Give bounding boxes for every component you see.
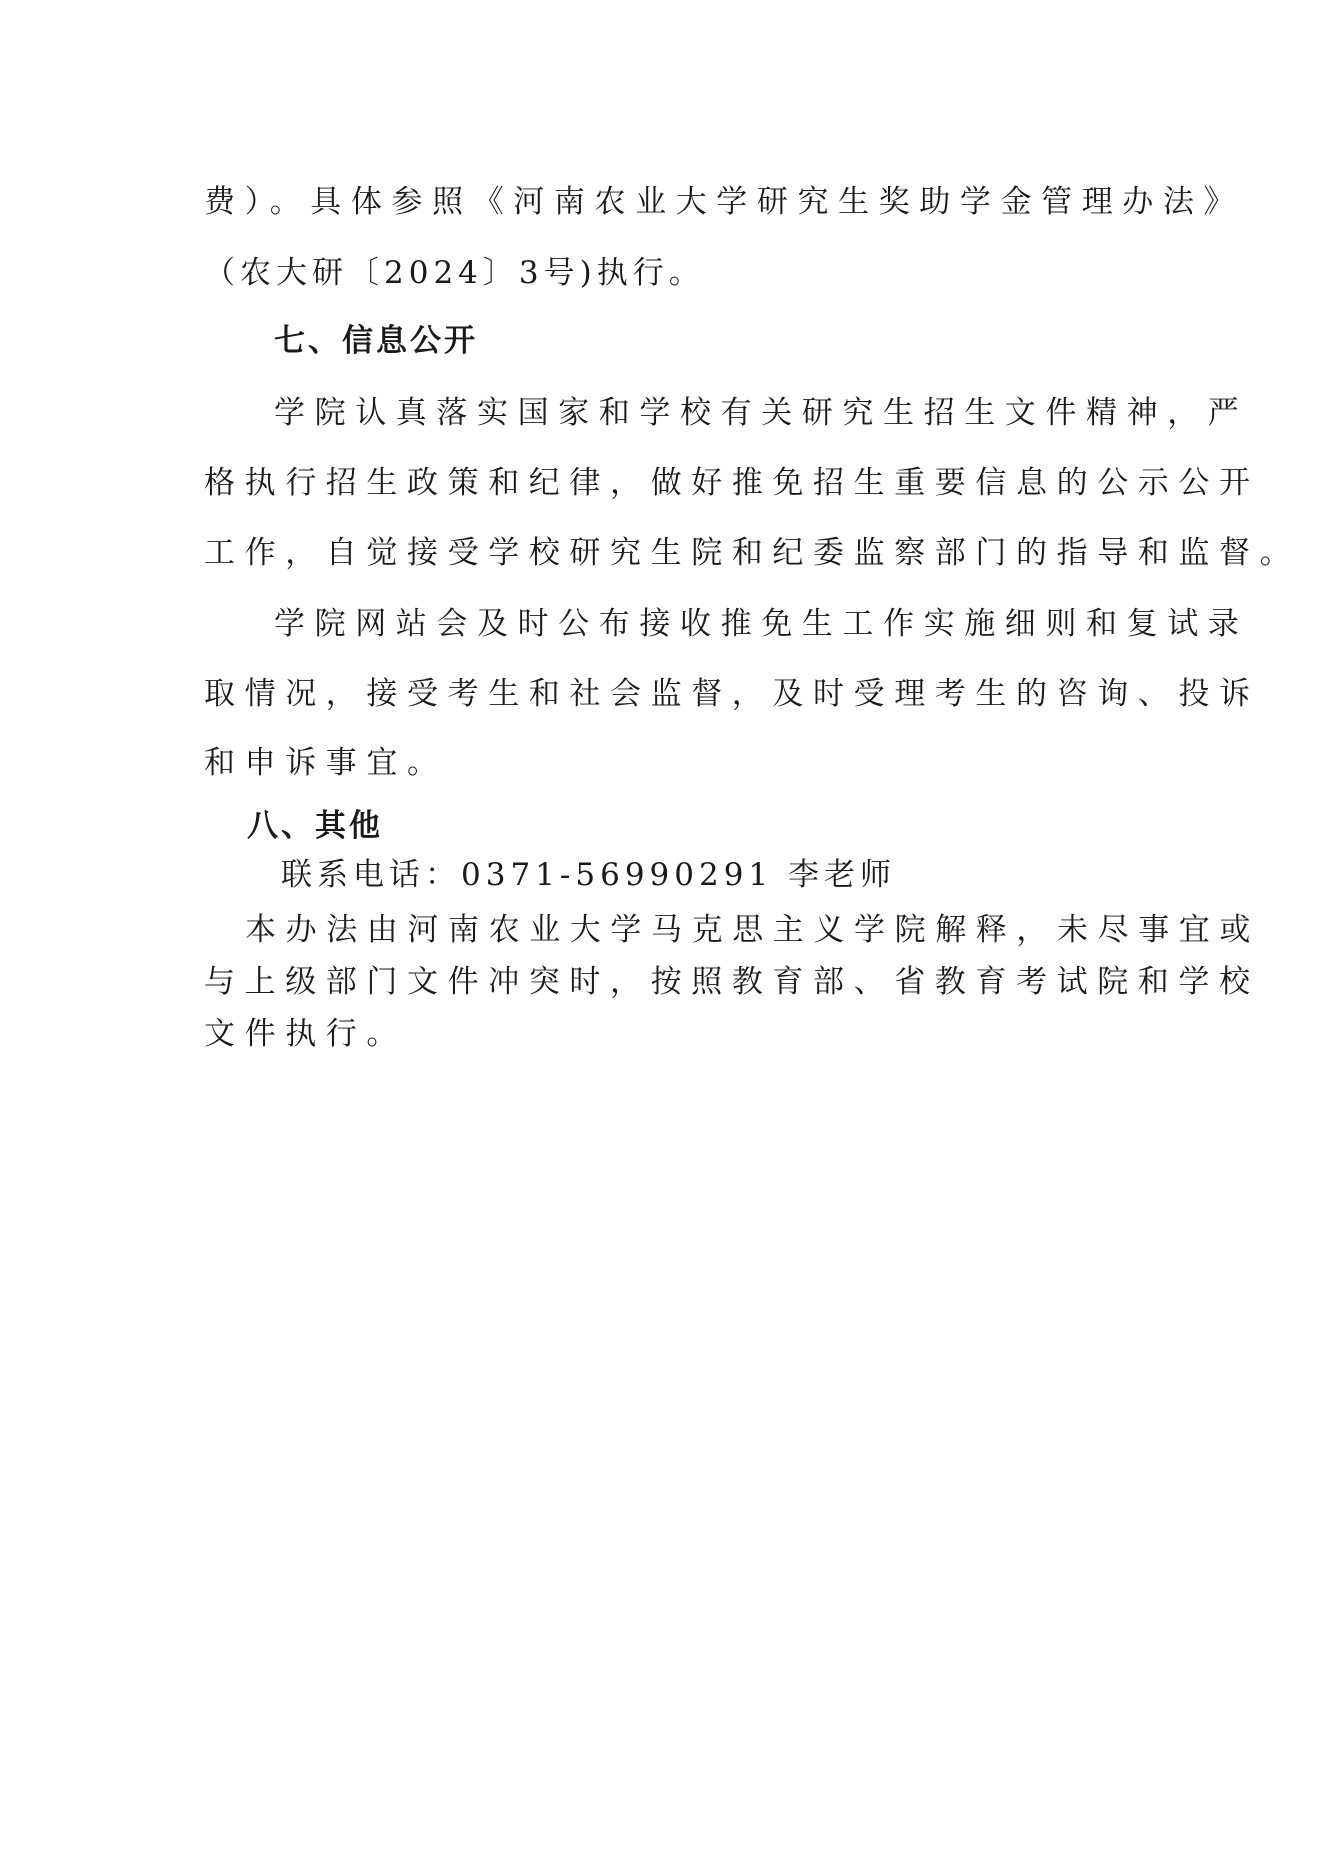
contact-phone-line: 联系电话：0371-56990291 李老师 (281, 857, 897, 893)
body-text-line: 本办法由河南农业大学马克思主义学院解释，未尽事宜或 (245, 912, 1260, 948)
body-text-line: 格执行招生政策和纪律，做好推免招生重要信息的公示公开 (204, 465, 1260, 501)
body-text-line: 和申诉事宜。 (204, 745, 448, 781)
body-text-line: 费）。具体参照《河南农业大学研究生奖助学金管理办法》 (204, 184, 1245, 220)
section-heading-other: 八、其他 (247, 808, 383, 844)
body-text-line: 工作，自觉接受学校研究生院和纪委监察部门的指导和监督。 (204, 535, 1301, 571)
body-text-line: 取情况，接受考生和社会监督，及时受理考生的咨询、投诉 (204, 676, 1260, 712)
section-heading-info-disclosure: 七、信息公开 (274, 323, 478, 359)
body-text-line: 与上级部门文件冲突时，按照教育部、省教育考试院和学校 (204, 964, 1260, 1000)
body-text-line: 学院认真落实国家和学校有关研究生招生文件精神，严 (274, 395, 1249, 431)
body-text-line: 学院网站会及时公布接收推免生工作实施细则和复试录 (274, 606, 1249, 642)
body-text-line: 文件执行。 (204, 1016, 407, 1052)
body-text-line: （农大研〔2024〕3号)执行。 (204, 255, 705, 291)
